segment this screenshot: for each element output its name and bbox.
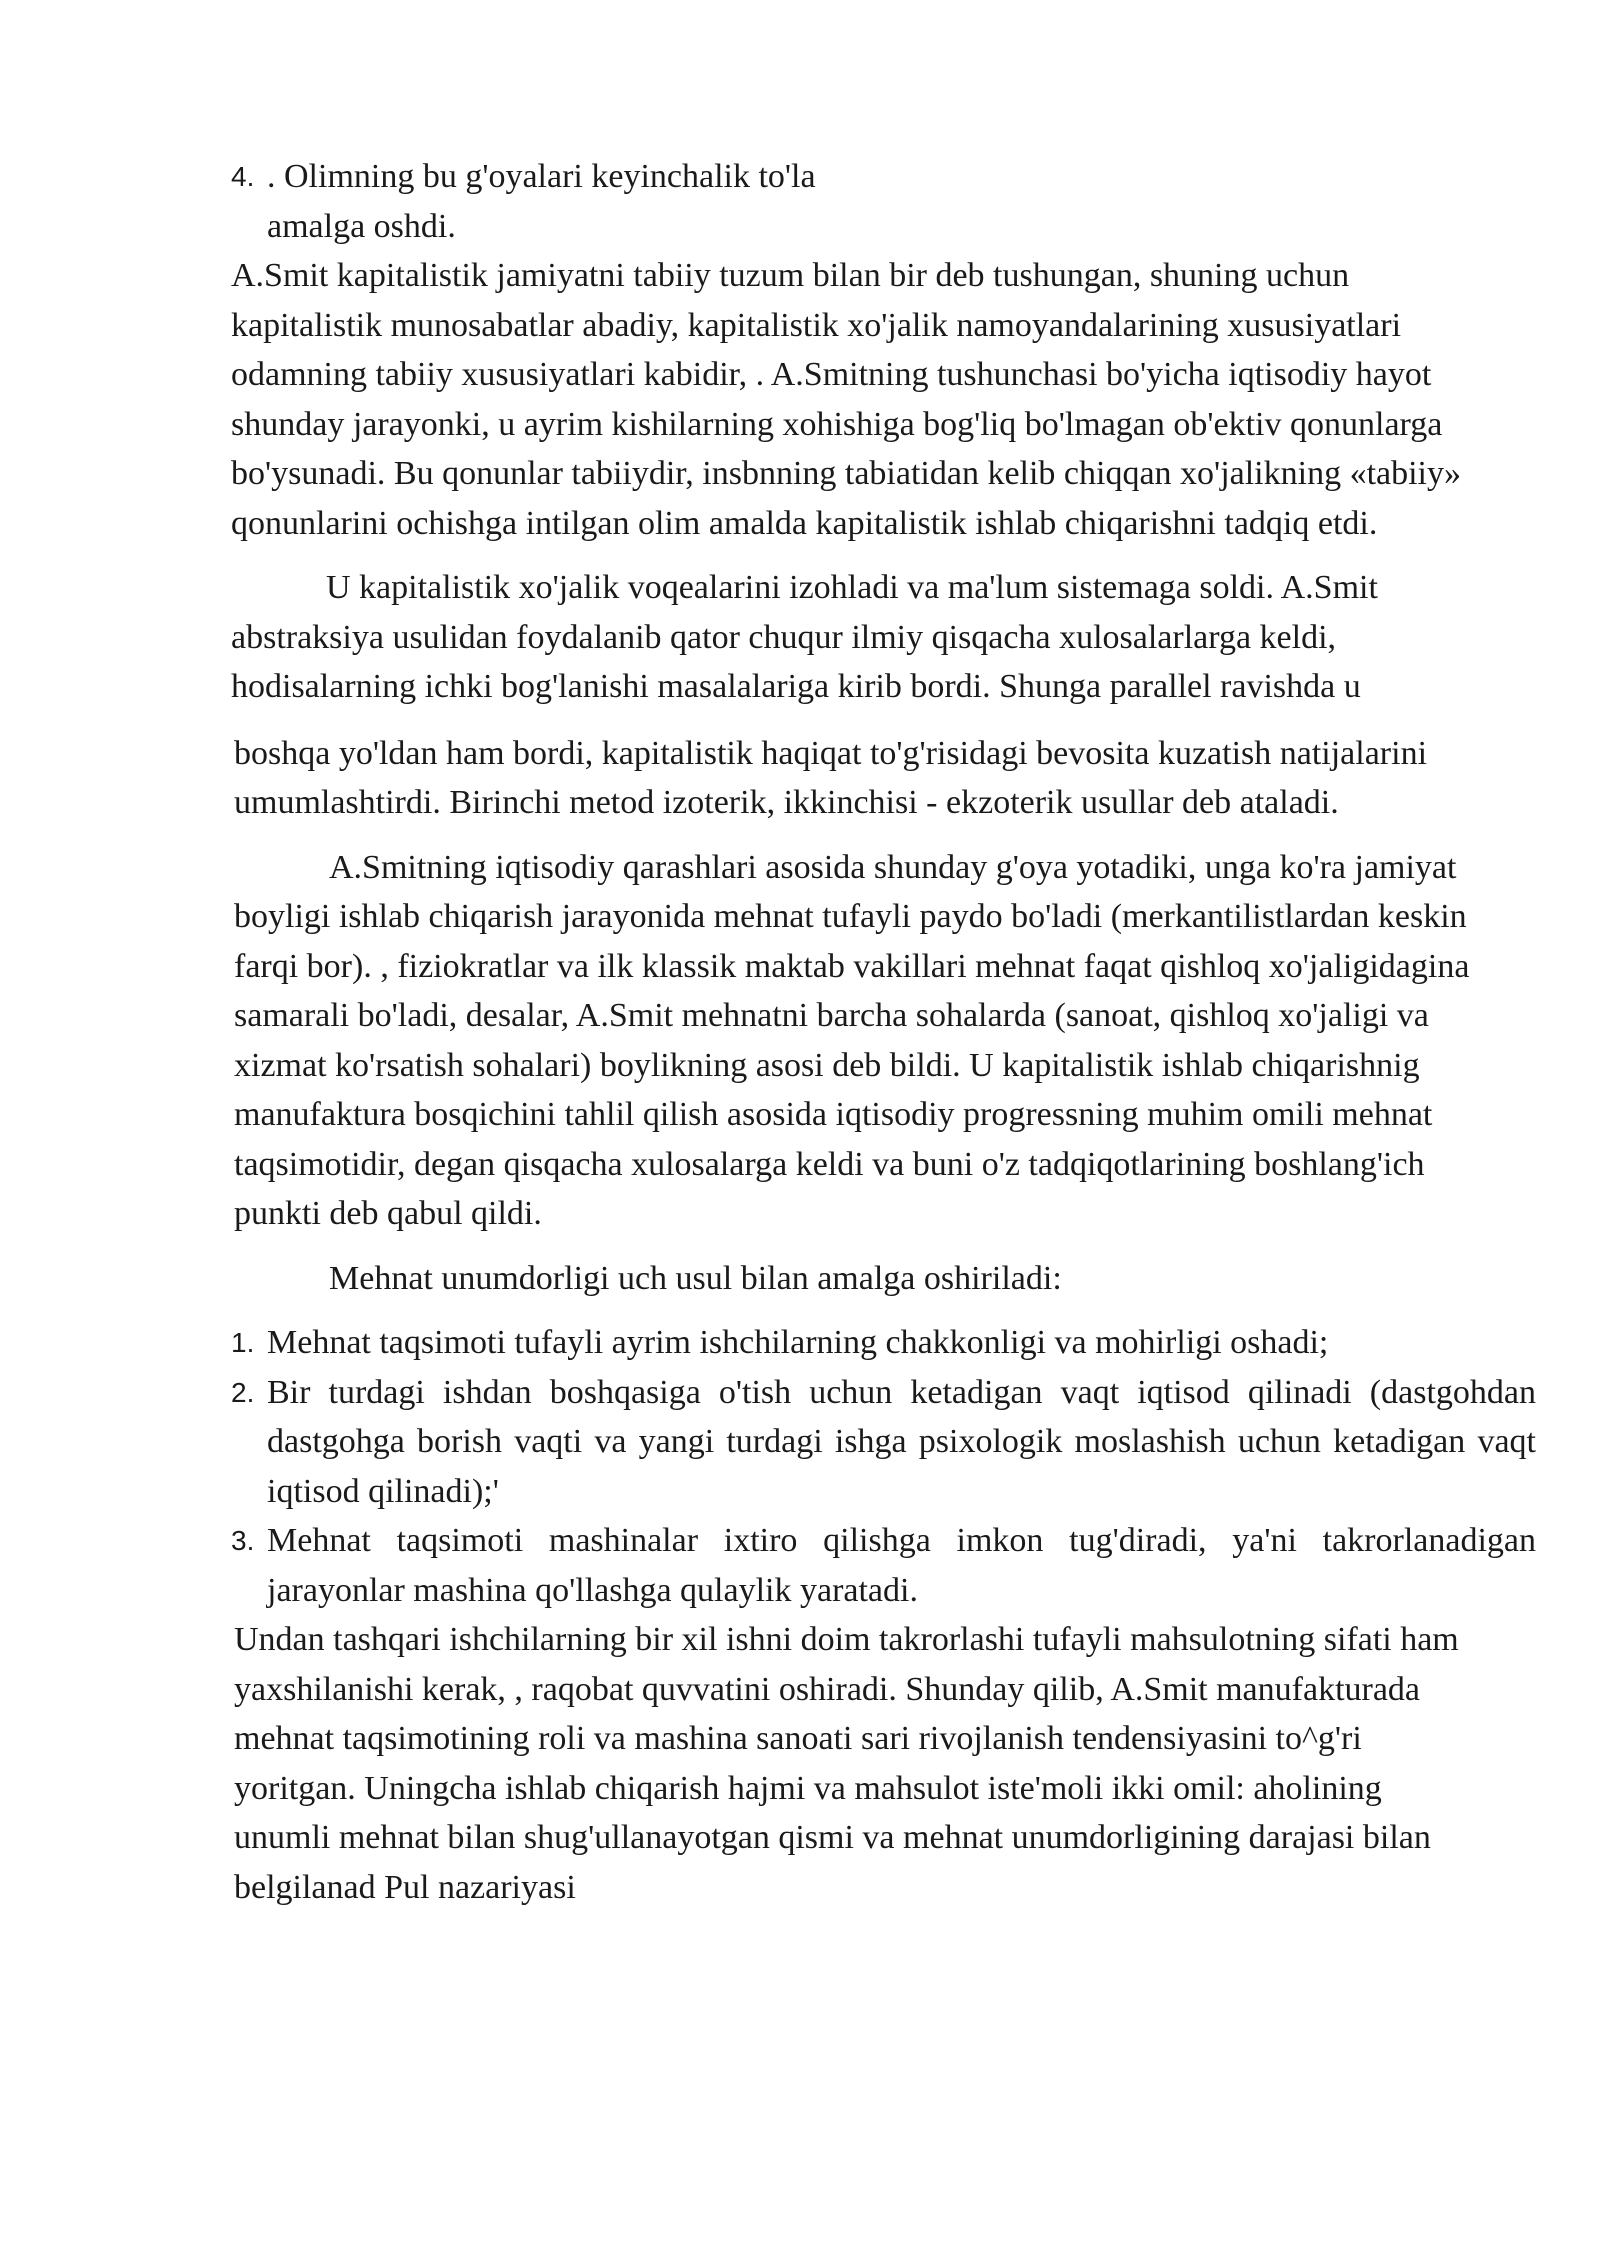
list-item-text: Mehnat taqsimoti mashinalar ixtiro qilishga imkon tug'diradi, ya'ni takrorlanadigan jarayonlar mashina qo'llashga qulaylik yaratadi. [267,1522,1536,1609]
list-item-text: Bir turdagi ishdan boshqasiga o'tish uchun ketadigan vaqt iqtisod qilinadi (dastgohdan dastgohga borish vaqti va yangi turdagi ishga psixologik moslashish uchun ketadigan vaqt iqtisod qilinadi);' [267,1373,1536,1510]
list-number: 4. [231,161,255,192]
paragraph-3: boshqa yo'ldan ham bordi, kapitalistik haqiqat to'g'risidagi bevosita kuzatish natijalarini umumlashtirdi. Birinchi metod izoterik, ikkinchisi - ekzoterik usullar deb ataladi. [234,734,1428,821]
paragraph-5: Mehnat unumdorligi uch usul bilan amalga oshiriladi: [329,1259,1062,1297]
list-number: 2. [231,1376,255,1408]
list-item-text: Mehnat taqsimoti tufayli ayrim ishchilarning chakkonligi va mohirligi oshadi; [267,1324,1329,1361]
list-item [231,1368,1536,1517]
numbered-list [231,1318,1536,1615]
document-body [231,152,1536,1912]
paragraph-1: A.Smit kapitalistik jamiyatni tabiiy tuzum bilan bir deb tushungan, shuning uchun kapitalistik munosabatlar abadiy, kapitalistik xo'jalik namoyandalarining xususiyatlari odamning tabiiy xususiyatlari kabidir, . A.Smitning tushunchasi bo'yicha iqtisodiy hayot shunday jarayonki, u ayrim kishilarning xohishiga bog'liq bo'lmagan ob'ektiv qonunlarga bo'ysunadi. Bu qonunlar tabiiydir, insbnning tabiatidan kelib chiqqan xo'jalikning «tabiiy» qonunlarini ochishga intilgan olim amalda kapitalistik ishlab chiqarishni tadqiq etdi. [231,257,1461,542]
list-number: 1. [231,1327,255,1358]
paragraph-2: U kapitalistik xo'jalik voqealarini izohladi va ma'lum sistemaga soldi. A.Smit abstraksiya usulidan foydalanib qator chuqur ilmiy qisqacha xulosalarlarga keldi, hodisalarning ichki bog'lanishi masalalariga kirib bordi. Shunga parallel ravishda u [231,569,1378,705]
paragraph-4: A.Smitning iqtisodiy qarashlari asosida shunday g'oya yotadiki, unga ko'ra jamiyat boyligi ishlab chiqarish jarayonida mehnat tufayli paydo bo'ladi (merkantilistlardan keskin farqi bor). , fiziokratlar va ilk klassik maktab vakillari mehnat faqat qishloq xo'jaligidagina samarali bo'ladi, desalar, A.Smit mehnatni barcha sohalarda (sanoat, qishloq xo'jaligi va xizmat ko'rsatish sohalari) boylikning asosi deb bildi. U kapitalistik ishlab chiqarishnig manufaktura bosqichini tahlil qilish asosida iqtisodiy progressning muhim omili mehnat taqsimotidir, degan qisqacha xulosalarga keldi va buni o'z tadqiqotlarining boshlang'ich punkti deb qabul qildi. [234,848,1470,1232]
list-item-4 [231,152,1501,251]
list-item-text-continued: amalga oshdi. [267,207,456,245]
paragraph-6: Undan tashqari ishchilarning bir xil ishni doim takrorlashi tufayli mahsulotning sifati ham yaxshilanishi kerak, , raqobat quvvatini oshiradi. Shunday qilib, A.Smit manufakturada mehnat taqsimotining roli va mashina sanoati sari rivojlanish tendensiyasini to^g'ri yoritgan. Uningcha ishlab chiqarish hajmi va mahsulot iste'moli ikki omil: aholining unumli mehnat bilan shug'ullanayotgan qismi va mehnat unumdorligining darajasi bilan belgilanad Pul nazariyasi [234,1621,1459,1906]
list-item [231,1318,1536,1368]
list-number: 3. [231,1525,255,1556]
list-item-text: . Olimning bu g'oyalari keyinchalik to'la [267,158,816,195]
list-item [231,1516,1536,1615]
